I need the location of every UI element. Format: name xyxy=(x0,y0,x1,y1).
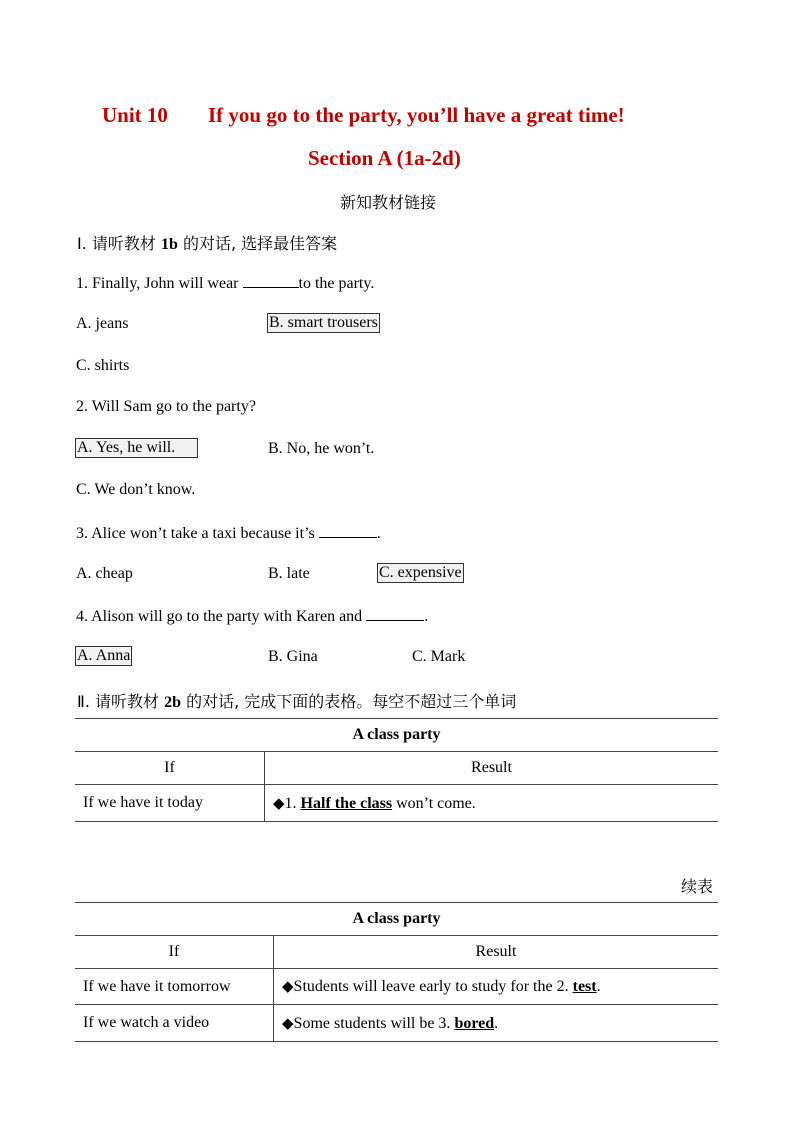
column-header-if: If xyxy=(75,936,274,969)
condition-cell: If we have it tomorrow xyxy=(75,969,274,1005)
question-3-stem-end: . xyxy=(376,525,381,542)
option-2b: B. No, he won’t. xyxy=(268,440,375,457)
table-row xyxy=(75,969,718,1005)
table-title: A class party xyxy=(75,903,718,936)
result-cell xyxy=(274,1005,719,1042)
result-cell xyxy=(274,969,719,1005)
question-1-stem: 1. Finally, John will wear xyxy=(76,275,243,292)
answer-blank xyxy=(366,606,424,621)
column-header-if: If xyxy=(75,752,265,785)
table-row xyxy=(75,785,718,822)
diamond-bullet: ◆ xyxy=(282,977,294,995)
answer-text: test xyxy=(572,978,597,995)
diamond-bullet: ◆ xyxy=(273,793,285,812)
result-text-end: . xyxy=(596,978,601,995)
part2-instruction-ref: 2b xyxy=(164,694,182,711)
option-3b: B. late xyxy=(268,565,310,582)
result-cell xyxy=(265,785,719,822)
result-text-end: won’t come. xyxy=(392,794,476,812)
question-1-stem-end: to the party. xyxy=(298,275,375,292)
question-1 xyxy=(76,273,374,293)
page-title: If you go to the party, you’ll have a great time! xyxy=(208,103,625,127)
option-1c: C. shirts xyxy=(76,357,130,374)
table-row xyxy=(75,1005,718,1042)
option-2c: C. We don’t know. xyxy=(76,481,196,498)
part2-instruction-prefix: Ⅱ. 请听教材 xyxy=(77,692,165,711)
question-3 xyxy=(76,523,381,543)
unit-label: Unit 10 xyxy=(102,103,168,127)
result-text-end: . xyxy=(494,1014,499,1032)
section-title: Section A (1a-2d) xyxy=(308,146,461,170)
answer-text: Half the class xyxy=(300,794,393,812)
table-title: A class party xyxy=(75,719,718,752)
result-text: 1. xyxy=(284,794,301,812)
question-4-stem-end: . xyxy=(424,608,429,625)
option-3c-selected: C. expensive xyxy=(379,564,462,581)
result-text: Some students will be 3. xyxy=(293,1014,455,1032)
class-party-table-continued xyxy=(75,902,718,1042)
option-4c: C. Mark xyxy=(412,648,466,665)
part2-instruction-suffix: 的对话, 完成下面的表格。每空不超过三个单词 xyxy=(181,692,517,711)
part1-instruction xyxy=(77,231,337,254)
question-3-stem: 3. Alice won’t take a taxi because it’s xyxy=(76,525,319,542)
question-4 xyxy=(76,606,428,626)
option-4a-selected: A. Anna xyxy=(77,647,131,664)
question-2 xyxy=(76,398,256,416)
column-header-result: Result xyxy=(274,936,719,969)
option-3a: A. cheap xyxy=(76,565,133,582)
answer-blank xyxy=(243,273,299,288)
part2-instruction xyxy=(77,689,516,712)
answer-blank xyxy=(319,523,377,538)
section-subtitle: 新知教材链接 xyxy=(340,193,437,212)
option-2a-selected: A. Yes, he will. xyxy=(75,438,198,458)
option-4b: B. Gina xyxy=(268,648,318,665)
option-1b-selected: B. smart trousers xyxy=(269,314,378,331)
question-4-stem: 4. Alison will go to the party with Karen and xyxy=(76,608,367,625)
class-party-table xyxy=(75,718,718,822)
continued-label: 续表 xyxy=(681,877,714,896)
part1-instruction-ref: 1b xyxy=(160,236,178,253)
part1-instruction-suffix: 的对话, 选择最佳答案 xyxy=(177,234,338,253)
question-2-stem: 2. Will Sam go to the party? xyxy=(76,398,256,415)
option-1a: A. jeans xyxy=(76,315,129,332)
answer-text: bored xyxy=(454,1014,495,1032)
diamond-bullet: ◆ xyxy=(282,1013,294,1032)
condition-cell: If we watch a video xyxy=(75,1005,274,1042)
condition-cell: If we have it today xyxy=(75,785,265,822)
column-header-result: Result xyxy=(265,752,719,785)
part1-instruction-prefix: Ⅰ. 请听教材 xyxy=(77,234,161,253)
result-text: Students will leave early to study for the 2. xyxy=(293,978,573,995)
